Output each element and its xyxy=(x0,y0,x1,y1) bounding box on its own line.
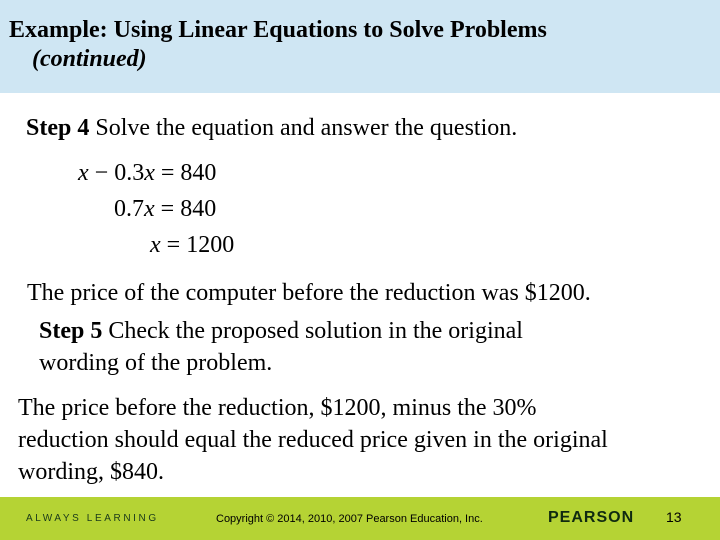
step5-label: Step 5 xyxy=(39,318,103,344)
eq1-var2: x xyxy=(144,160,155,186)
step5-line xyxy=(39,315,523,347)
eq2-rhs: = 840 xyxy=(154,196,217,222)
eq2-var: x xyxy=(144,196,155,222)
slide-header xyxy=(0,0,720,93)
eq3-var: x xyxy=(150,232,161,258)
check-line-1: The price before the reduction, $1200, minus the 30% xyxy=(18,395,537,421)
page-number: 13 xyxy=(666,509,682,525)
pearson-logo: PEARSON xyxy=(548,509,635,526)
equation-1 xyxy=(78,158,216,188)
eq1-coef: − 0.3 xyxy=(88,160,145,186)
answer-text: The price of the computer before the reduction was $1200. xyxy=(27,280,591,306)
eq3-rhs: = 1200 xyxy=(160,232,235,258)
step4-text: Solve the equation and answer the question. xyxy=(95,115,518,141)
step4-label: Step 4 xyxy=(26,115,90,141)
eq2-coef: 0.7 xyxy=(114,196,144,222)
eq1-var: x xyxy=(78,160,89,186)
eq1-rhs: = 840 xyxy=(154,160,217,186)
equation-3 xyxy=(150,230,234,260)
equation-2 xyxy=(114,194,216,224)
always-learning-logo: ALWAYS LEARNING xyxy=(26,513,159,524)
check-line-2: reduction should equal the reduced price given in the original xyxy=(18,427,608,453)
slide-footer xyxy=(0,497,720,540)
step5-text-2: wording of the problem. xyxy=(39,350,273,376)
check-line-3: wording, $840. xyxy=(18,459,164,485)
step5-text-1: Check the proposed solution in the original xyxy=(108,318,523,344)
copyright-text: Copyright © 2014, 2010, 2007 Pearson Education, Inc. xyxy=(216,513,483,525)
slide-subtitle: (continued) xyxy=(32,46,147,72)
step4-line xyxy=(26,112,517,144)
slide-title: Example: Using Linear Equations to Solve Problems xyxy=(9,17,547,43)
